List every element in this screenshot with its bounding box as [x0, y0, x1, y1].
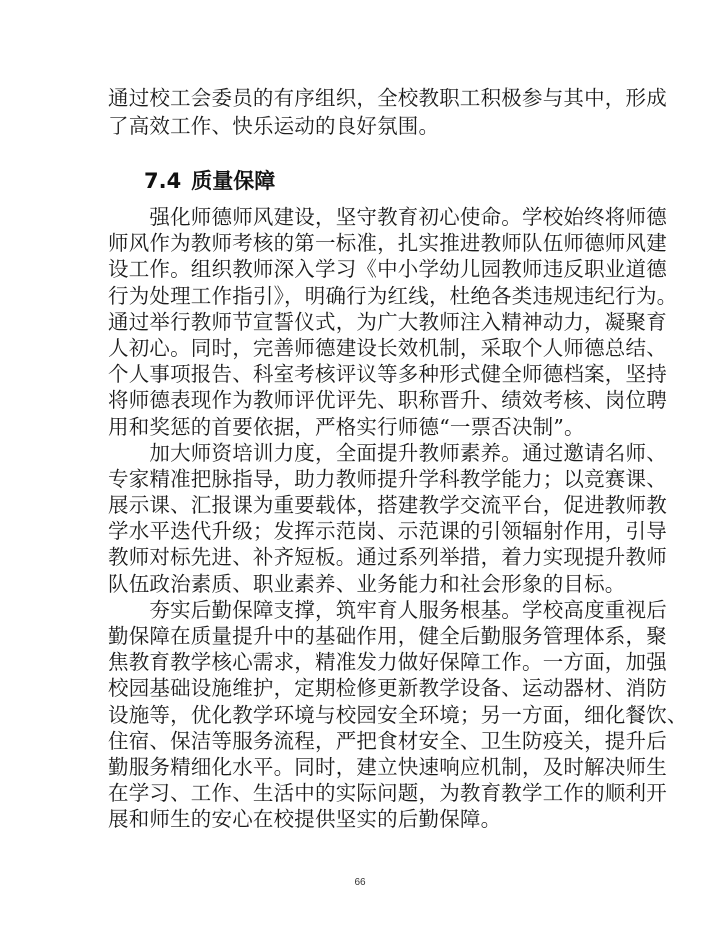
body-text: [108, 204, 688, 833]
text-line: 展和师生的安心在校提供坚实的后勤保障。: [108, 807, 502, 832]
text-line: 用和奖惩的首要依据，严格实行师德“一票否决制”。: [108, 414, 585, 439]
text-line: 勤服务精细化水平。同时，建立快速响应机制，及时解决师生: [108, 754, 667, 779]
text-line: 个人事项报告、科室考核评议等多种形式健全师德档案，坚持: [108, 362, 667, 387]
text-line: 了高效工作、快乐运动的良好氛围。: [108, 114, 440, 138]
text-line: 通过校工会委员的有序组织，全校教职工积极参与其中，形成: [108, 86, 667, 110]
text-line: 师风作为教师考核的第一标准，扎实推进教师队伍师德师风建: [108, 231, 667, 256]
text-line: 焦教育教学核心需求，精准发力做好保障工作。一方面，加强: [108, 650, 667, 675]
text-line: 队伍政治素质、职业素养、业务能力和社会形象的目标。: [108, 571, 626, 596]
text-line: 将师德表现作为教师评优评先、职称晋升、绩效考核、岗位聘: [108, 388, 667, 413]
text-line: 住宿、保洁等服务流程，严把食材安全、卫生防疫关，提升后: [108, 728, 667, 753]
text-line: 展示课、汇报课为重要载体，搭建教学交流平台，促进教师教: [108, 493, 667, 518]
text-line: 人初心。同时，完善师德建设长效机制，采取个人师德总结、: [108, 335, 667, 360]
page-number: 66: [354, 877, 366, 888]
text-line: 设工作。组织教师深入学习《中小学幼儿园教师违反职业道德: [108, 257, 667, 282]
section-heading: [144, 167, 275, 195]
text-line: 强化师德师风建设，坚守教育初心使命。学校始终将师德: [108, 205, 667, 229]
text-line: 教师对标先进、补齐短板。通过系列举措，着力实现提升教师: [108, 545, 667, 570]
text-line: 加大师资培训力度，全面提升教师素养。通过邀请名师、: [108, 440, 667, 465]
text-line: 学水平迭代升级；发挥示范岗、示范课的引领辐射作用，引导: [108, 519, 667, 544]
text-line: 校园基础设施维护，定期检修更新教学设备、运动器材、消防: [108, 676, 667, 701]
section-number: 7.4: [144, 169, 182, 193]
text-line: 夯实后勤保障支撑，筑牢育人服务根基。学校高度重视后: [108, 597, 667, 622]
section-title: 质量保障: [191, 169, 276, 193]
text-line: 行为处理工作指引》，明确行为红线，杜绝各类违规违纪行为。: [108, 283, 678, 308]
text-line: 专家精准把脉指导，助力教师提升学科教学能力；以竞赛课、: [108, 466, 667, 491]
text-line: 勤保障在质量提升中的基础作用，健全后勤服务管理体系，聚: [108, 624, 667, 648]
text-line: 设施等，优化教学环境与校园安全环境；另一方面，细化餐饮、: [108, 702, 688, 727]
intro-paragraph: [108, 84, 667, 140]
text-line: 通过举行教师节宣誓仪式，为广大教师注入精神动力，凝聚育: [108, 309, 667, 334]
text-line: 在学习、工作、生活中的实际问题，为教育教学工作的顺利开: [108, 781, 667, 806]
